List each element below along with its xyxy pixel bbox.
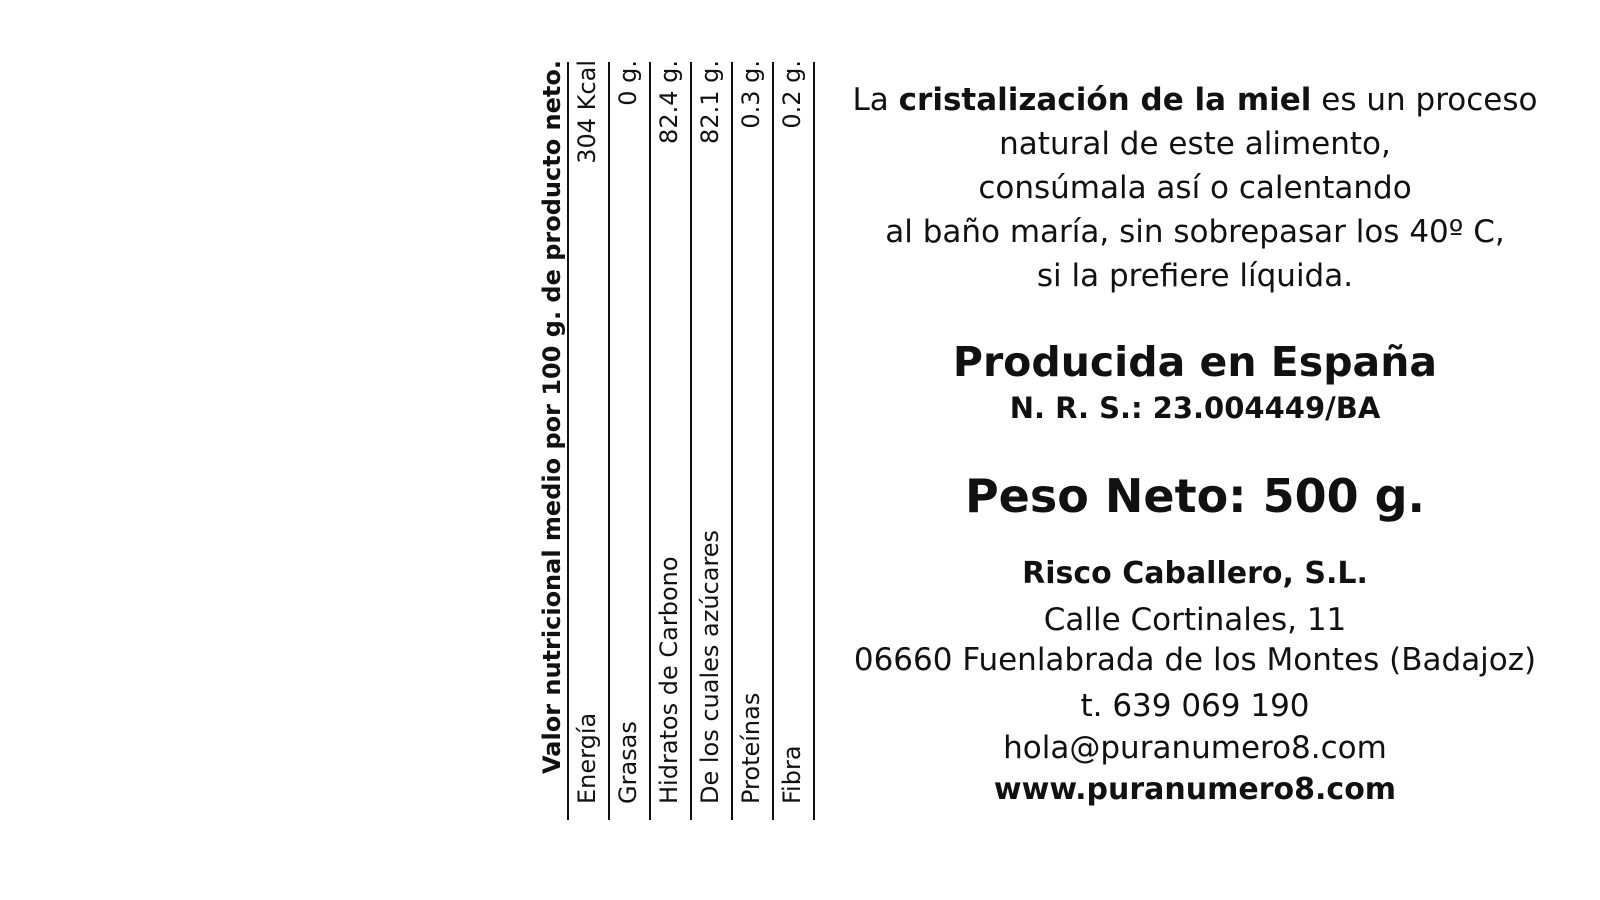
street-address: Calle Cortinales, 11 xyxy=(1043,602,1347,638)
nutrition-value: 82.4 g. xyxy=(655,60,683,144)
nutrition-label: Grasas xyxy=(614,721,642,804)
table-divider xyxy=(690,62,692,820)
intro-text: consúmala así o calentando xyxy=(978,170,1412,206)
intro-text: La xyxy=(852,82,899,118)
net-weight: Peso Neto: 500 g. xyxy=(964,469,1426,523)
nutrition-row-sugars xyxy=(693,60,731,840)
website-url: www.puranumero8.com xyxy=(993,772,1397,807)
city-address: 06660 Fuenlabrada de los Montes (Badajoz) xyxy=(853,642,1537,678)
table-divider xyxy=(608,62,610,820)
nutrition-row-carbs xyxy=(652,60,690,840)
nutrition-row-fiber xyxy=(775,60,813,840)
crystallization-note xyxy=(840,78,1550,298)
intro-text: al baño maría, sin sobrepasar los 40º C, xyxy=(885,214,1505,250)
table-divider xyxy=(813,62,815,820)
nutrition-value: 0 g. xyxy=(614,60,642,106)
intro-text: es un proceso natural de este alimento, xyxy=(999,82,1538,162)
nutrition-value: 0.2 g. xyxy=(778,60,806,129)
table-divider xyxy=(772,62,774,820)
intro-text: si la prefiere líquida. xyxy=(1036,258,1354,294)
nutrition-label: Fibra xyxy=(778,745,806,804)
nutrition-label: Hidratos de Carbono xyxy=(655,556,683,804)
intro-bold: cristalización de la miel xyxy=(898,82,1312,118)
origin-title: Producida en España xyxy=(952,338,1438,386)
registration-number: N. R. S.: 23.004449/BA xyxy=(1009,391,1381,425)
nutrition-heading-text: Valor nutricional medio por 100 g. de producto neto. xyxy=(538,60,566,774)
nutrition-label: De los cuales azúcares xyxy=(696,529,724,804)
nutrition-value: 82.1 g. xyxy=(696,60,724,144)
nutrition-value: 304 Kcal xyxy=(573,60,601,164)
table-divider xyxy=(567,62,569,820)
table-divider xyxy=(649,62,651,820)
company-name: Risco Caballero, S.L. xyxy=(1022,556,1368,591)
nutrition-table xyxy=(520,60,825,840)
nutrition-value: 0.3 g. xyxy=(737,60,765,129)
table-divider xyxy=(731,62,733,820)
nutrition-row-fat xyxy=(611,60,649,840)
email-address: hola@puranumero8.com xyxy=(1003,730,1387,766)
phone-number: t. 639 069 190 xyxy=(1080,688,1310,724)
nutrition-row-energy xyxy=(570,60,608,840)
product-info xyxy=(840,78,1550,810)
nutrition-row-protein xyxy=(734,60,772,840)
nutrition-heading xyxy=(533,60,571,840)
nutrition-label: Energía xyxy=(573,712,601,804)
nutrition-label: Proteínas xyxy=(737,692,765,804)
